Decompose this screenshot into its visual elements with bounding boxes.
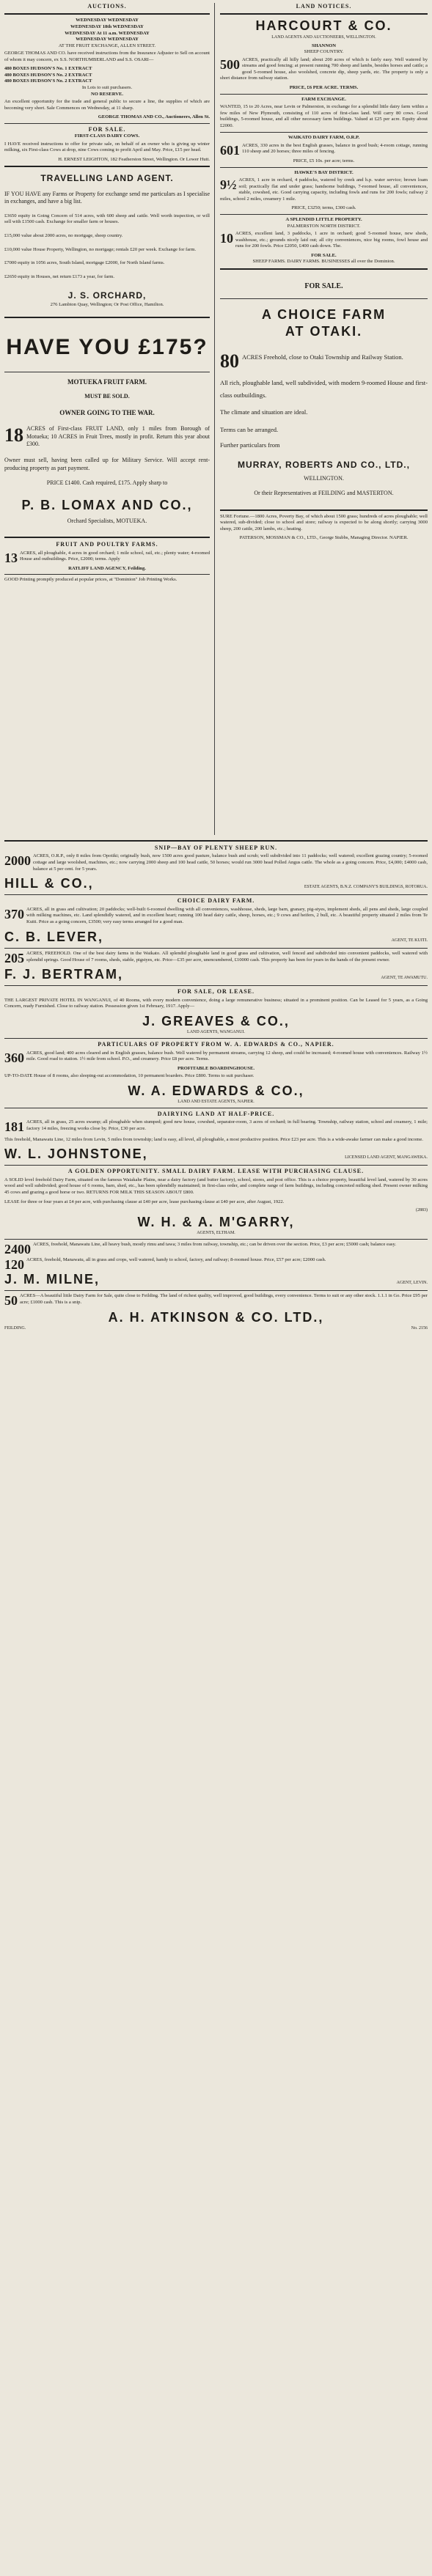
right-column (220, 3, 428, 542)
harcourt-name: HARCOURT & CO. (255, 18, 392, 34)
murray-or: Or their Representatives at FEILDING and MASTERTON. (254, 489, 394, 496)
auction-day-4: WEDNESDAY WEDNESDAY (76, 37, 139, 43)
agent-title: TRAVELLING LAND AGENT. (40, 173, 174, 184)
edwards-header: PARTICULARS OF PROPERTY FROM W. A. EDWARDS & CO., NAPIER. (98, 1041, 334, 1048)
sheep-farms-body: SHEEP FARMS. DAIRY FARMS. BUSINESSES all over the Dominion. (252, 259, 395, 265)
palmerston-title: PALMERSTON NORTH DISTRICT. (287, 223, 361, 229)
murray-sub: WELLINGTON. (304, 475, 344, 482)
auction-day-1: WEDNESDAY WEDNESDAY (76, 18, 139, 23)
shannon-title: SHANNON (312, 43, 336, 48)
edwards-sub: LAND AND ESTATE AGENTS, NAPIER. (177, 1100, 255, 1105)
divider (220, 94, 428, 95)
atkinson-sub: FEILDING. (4, 1325, 26, 1331)
agent-item-4: £7000 equity in 1056 acres, South Island, mortgage £2000, for North Island farms. (4, 260, 165, 266)
otaki-forsale: FOR SALE. (304, 281, 343, 290)
milne-sub: AGENT, LEVIN. (396, 1281, 428, 1286)
auction-day-2: WEDNESDAY 18th WEDNESDAY (70, 23, 144, 29)
cows-title: FIRST-CLASS DAIRY COWS. (74, 133, 140, 139)
fortune-sign: PATERSON, MOSSMAN & CO., LTD., George Stubbs, Managing Director. NAPIER. (239, 535, 409, 541)
divider (4, 574, 210, 575)
divider (220, 13, 428, 15)
waikato-title: WAIKATO DAIRY FARM, O.R.P. (288, 135, 360, 141)
divider (220, 167, 428, 168)
a181-number: 181 (4, 1119, 24, 1135)
a10-body: ACRES, excellent land, 3 paddocks, 1 acre in orchard; good 5-roomed house, new sheds, washhouse, etc.; grounds nicely laid out; all city conveniences, nice big rooms, fowl house and runs for 200 fowls. Price £2050, £400 cash down. The. (235, 231, 428, 249)
motueka-title: MOTUEKA FRUIT FARM. (67, 378, 147, 386)
fruit-extra: Owner must sell, having been called up for Military Service. Will accept rent-producing property as part payment. (4, 457, 210, 471)
divider (220, 214, 428, 215)
a205-number: 205 (4, 950, 24, 965)
choice-dairy-header: CHOICE DAIRY FARM. (177, 897, 255, 905)
greaves-sub: LAND AGENTS, WANGANUI. (187, 1030, 245, 1035)
owner-war: OWNER GOING TO THE WAR. (59, 409, 155, 417)
atkinson-no: No. 2156 (411, 1325, 428, 1331)
a181-body: ACRES, all in grass, 25 acres swamp; all ploughable when stumped; good new house, cowshed, separator-room, 3 acres of orchard; in full bearing. Township, railway station, school and creamery, 1 mile; factory 14 miles, freezing works close by. Price, £30 per acre. (26, 1119, 428, 1131)
bertram-sub: AGENT, TE AWAMUTU. (381, 976, 428, 981)
atkinson-name: A. H. ATKINSON & CO. LTD., (108, 1309, 324, 1325)
divider (4, 123, 210, 124)
fortune-body: SURE Fortune.—1800 Acres, Poverty Bay, of which about 1500 grass; hundreds of acres ploughable; well watered, sub-divided; close to school and store; railway is expected to be along shortly; carrying 3000 sheep, 200 cattle, 200 lambs, etc.; heating. (220, 513, 428, 531)
agent-item-1: £3650 equity in Going Concern of 514 acres, with 600 sheep and cattle. Well worth inspection, or will sell with £1500 cash. Exchange for smaller farm or houses. (4, 213, 210, 225)
harcourt-sub: LAND AGENTS AND AUCTIONEERS, WELLINGTON. (271, 34, 376, 40)
fruit-acres-number: 18 (4, 424, 23, 446)
a2400-number: 2400 (4, 1242, 31, 1257)
notices-header: LAND NOTICES. (296, 3, 352, 10)
hawkes-title: HAWKE'S BAY DISTRICT. (294, 169, 354, 175)
hill-name: HILL & CO., (4, 876, 94, 891)
a370-number: 370 (4, 906, 24, 921)
a9-body: ACRES, 1 acre in orchard, 4 paddocks, watered by creek and h.p. water service; brown loam soil; practically flat and under grass; handsome buildings, 7-roomed house, all conveniences, stable, cowshed, etc. Good carrying capacity, including fowls and runs for 200 fowls; railway 2 miles, school 2 miles, creamery 1 mile. (220, 177, 428, 202)
a50-number: 50 (4, 1293, 18, 1309)
divider (4, 948, 428, 949)
column-rule (214, 3, 215, 835)
divider (220, 298, 428, 299)
fruit-body: ACRES of First-class FRUIT LAND, only 1 miles from Borough of Motueka; 10 ACRES in Fruit Trees, mostly in profit. Return this year about £300. (26, 425, 210, 447)
a80-p3: Terms can be arranged. (220, 425, 279, 433)
hotel-body: THE LARGEST PRIVATE HOTEL IN WANGANUI, of 40 Rooms, with every modern convenience, doing a large remunerative business; situated in a prominent position. Can be Leased for 5 years, as a Going Concern, ready Furnished. Close to railway station. Possession given 1st February, 1917. Apply— (4, 997, 428, 1009)
bottom-section (4, 837, 428, 1332)
a9-number: 9½ (220, 177, 237, 193)
agent-sign-addr: 276 Lambton Quay, Wellington; Or Post Office, Hamilton. (50, 301, 164, 307)
a80-body: ACRES Freehold, close to Otaki Township and Railway Station. (242, 353, 403, 361)
boarding-title: PROFITABLE BOARDINGHOUSE. (177, 1065, 255, 1071)
lomax-name: P. B. LOMAX AND CO., (21, 498, 193, 513)
bertram-name: F. J. BERTRAM, (4, 967, 124, 982)
poultry-body: ACRES, all ploughable, 4 acres in good orchard; 1 mile school, rail, etc.; plenty water; 4-roomed House and outbuildings. Price, £2000; terms. Apply (20, 550, 210, 562)
a205-body: ACRES, FREEHOLD. One of the best dairy farms in the Waikato. All splendid ploughable land in good grass and cultivation, well fenced and subdivided into convenient paddocks, well watered with splendid springs. Good House of 7 rooms, sheds, stable, pigstyes, etc. Price—£35 per acre, unencumbered, £10000 cash. This property has been for years in the hands of the present owner. (26, 950, 428, 963)
boarding-body: UP-TO-DATE House of 8 rooms, also sleeping-out accommodation, 10 permanent boarders. Price £800. Terms to suit purchaser. (4, 1073, 255, 1079)
a500-price: PRICE, £6 PER ACRE. TERMS. (289, 84, 359, 90)
divider (4, 1290, 428, 1291)
sheep-farms-title: FOR SALE. (311, 252, 337, 258)
a601-body: ACRES, 330 acres in the best English grasses, balance in good bush; 4-room cottage, running 110 sheep and 20 horses; three miles of fencing. (242, 142, 428, 155)
poultry-header: FRUIT AND POULTRY FARMS. (56, 541, 158, 548)
a370-body: ACRES, all in grass and cultivation; 20 paddocks; well-built 6-roomed dwelling with all conveniences, washhouse, sheds, large barn, granary, pig-styes, implement sheds, all pens and sheds, large coupled with milking machines, etc. Land splendidly watered, and in excellent heart; running 100 head dairy cattle, sheep, horses, etc.; 9 cows and heifers, 2 bull, etc. A beautiful property situated 2 miles from Te Kuiti. Price as a going concern, £3500; very easy terms arranged for a good man. (26, 906, 428, 924)
a50-body: ACRES—A beautiful little Dairy Farm for Sale, quite close to Feilding. The land of richest quality, well improved, good buildings, every convenience. Terms to suit or any other stock. 1.1.1 in Go. Price £95 per acre; £1000 cash. This is a snip. (20, 1293, 428, 1306)
divider (4, 985, 428, 986)
a601-number: 601 (220, 142, 240, 158)
auction-lot-3: 480 BOXES HUDSON'S No. 2 EXTRACT (4, 78, 92, 84)
auction-reserve: NO RESERVE. (90, 91, 124, 97)
divider (4, 1165, 428, 1166)
a80-p4: Further particulars from (220, 441, 280, 449)
divider (4, 537, 210, 538)
johnstone-sub: LICENSED LAND AGENT, MANGAWEKA. (345, 1155, 428, 1160)
agent-intro: IF YOU HAVE any Farms or Property for exchange send me particulars as I specialise in exchanges, and have a big list. (4, 191, 210, 205)
divider (4, 840, 428, 842)
divider (4, 166, 210, 167)
poultry-sign: RATLIFF LAND AGENCY, Feilding. (68, 565, 146, 571)
greaves-name: J. GREAVES & CO., (142, 1013, 290, 1028)
auction-place: AT THE FRUIT EXCHANGE, ALLEN STREET. (58, 43, 156, 48)
divider (4, 1038, 428, 1039)
fruit-price: PRICE £1400. Cash required, £175. Apply sharp to (46, 479, 168, 487)
snip-body: ACRES, O.R.P., only 8 miles from Opotiki; originally bush, now 1500 acres good pasture, balance bush and scrub; well subdivided into 11 paddocks; well watered; excellent grazing country; 5-roomed cottage and large woolshed, machines, etc.; now carrying 2000 sheep and 100 head cattle, 50 horses; would run 3000 head Polled Angus cattle. The whole as a going concern. Price, £4,000; £4000 cash, balance at 5 per cent. for 5 years. (33, 853, 428, 872)
auction-lots-note: In Lots to suit purchasers. (81, 85, 133, 91)
have-you-headline: HAVE YOU £175? (6, 335, 208, 360)
a80-number: 80 (220, 350, 239, 372)
golden-ref: (2883) (416, 1208, 428, 1213)
a2400-body: ACRES, freehold, Manawatu Line, all heavy bush, mostly rimu and tawa; 3 miles from railway, township, etc.; can be driven over the section. Price, £3 per acre; £5000 cash; balance easy. (33, 1242, 396, 1248)
johnstone-name: W. L. JOHNSTONE, (4, 1147, 148, 1162)
lever-sub: AGENT, TE KUITI. (391, 938, 428, 943)
a10-number: 10 (220, 231, 233, 246)
a360-number: 360 (4, 1050, 24, 1065)
sheep-country: SHEEP COUNTRY. (304, 49, 344, 55)
snip-number: 2000 (4, 853, 31, 869)
a9-price: PRICE, £3250; terms, £300 cash. (291, 205, 356, 211)
a360-body: ACRES, good land; 400 acres cleared and in English grasses, balance bush. Well watered by permanent streams, carrying 12 sheep, and could be increased; 4-roomed house with conveniences. Railway 1½ mile. Good road to station. 1½ mile from school. P.O., and creamery. Price £8 per acre. Terms. (26, 1050, 428, 1062)
agent-sign-name: J. S. ORCHARD, (67, 290, 147, 301)
must-sold: MUST BE SOLD. (84, 393, 130, 400)
hill-sub: ESTATE AGENTS, B.N.Z. COMPANY'S BUILDINGS, ROTORUA. (304, 885, 428, 890)
otaki-choice: A CHOICE FARM (261, 306, 387, 322)
auction-lot-2: 480 BOXES HUDSON'S No. 2 EXTRACT (4, 72, 92, 78)
auction-body: GEORGE THOMAS AND CO. have received instructions from the Insurance Adjuster to Sell on account of whom it may concern, ex S.S. NORTHUMBERLAND and S.S. OSARI— (4, 51, 210, 62)
edwards-name: W. A. EDWARDS & CO., (128, 1083, 304, 1098)
auctions-header: AUCTIONS. (87, 3, 127, 10)
divider (4, 894, 428, 895)
a500-number: 500 (220, 56, 240, 72)
milne-name: J. M. MILNE, (4, 1272, 100, 1287)
auction-day-3: WEDNESDAY At 11 a.m. WEDNESDAY (65, 30, 150, 36)
cows-header: FOR SALE. (88, 125, 126, 133)
a181-more: This freehold, Manawatu Line, 12 miles from Levin, 5 miles from township; land is easy, all level, all ploughable, a most productive position. Price £23 per acre. This is a wide-awake farmer can make a good income. (4, 1136, 423, 1142)
dairy-half-header: DAIRYING LAND AT HALF-PRICE. (157, 1110, 275, 1117)
mcgarry-sub: AGENTS, ELTHAM. (197, 1231, 235, 1236)
exchange-title: FARM EXCHANGE. (301, 96, 346, 102)
printing-ad: GOOD Printing promptly produced at popular prices, at "Dominion" Job Printing Works. (4, 577, 177, 583)
exchange-body: WANTED, 15 to 20 Acres, near Levin or Palmerston, in exchange for a splendid little dairy farm within a few miles of New Plymouth, consisting of 110 acres of first-class land. Will carry 80 cows. Good buildings, 5-roomed house, and all other necessary farm buildings. Valued at £25 per acre. Equity about £2000. (220, 104, 428, 128)
murray-name: MURRAY, ROBERTS AND CO., LTD., (238, 459, 410, 470)
auction-lot-1: 480 BOXES HUDSON'S No. 1 EXTRACT (4, 66, 92, 72)
a80-p1: All rich, ploughable land, well subdivided, with modern 9-roomed House and first-class outbuildings. (220, 378, 428, 399)
a120-body: ACRES, freehold, Manawatu, all in grass and crops, well watered, handy to school, factory, and railway; 8-roomed house. Price, £57 per acre; £2000 cash. (26, 1257, 326, 1263)
lever-name: C. B. LEVER, (4, 929, 104, 944)
divider (4, 1239, 428, 1240)
a120-number: 120 (4, 1257, 24, 1273)
golden-header: A GOLDEN OPPORTUNITY. SMALL DAIRY FARM. LEASE WITH PURCHASING CLAUSE. (67, 1168, 365, 1175)
divider (220, 132, 428, 133)
agent-item-2: £15,000 value about 2000 acres, no mortgage, sheep country. (4, 232, 123, 238)
golden-lease: LEASE for three or four years at £4 per acre, with purchasing clause at £40 per acre, lease purchasing clause at £40 per acre, after August, 1922. (4, 1199, 285, 1204)
poultry-acres-number: 13 (4, 550, 18, 565)
hotel-header: FOR SALE, OR LEASE. (177, 988, 255, 996)
otaki-at: AT OTAKI. (285, 324, 363, 339)
mcgarry-name: W. H. & A. M'GARRY, (137, 1214, 295, 1229)
divider (220, 268, 428, 270)
divider (4, 13, 210, 15)
a601-price: PRICE, £5 10s. per acre; terms. (293, 158, 355, 164)
cows-sign: H. ERNEST LEIGHTON, 182 Featherston Street, Wellington. Or Lower Hutt. (58, 156, 210, 162)
snip-header: SNIP—BAY OF PLENTY SHEEP RUN. (154, 844, 278, 851)
a500-body: ACRES, practically all hilly land; about 200 acres of which is fairly easy. Well watered by streams and good fencing; at present running 700 sheep and lambs, besides horses and cattle; a good 5-roomed house, also woolshed, concrete dip, sheep yards, etc. The property is only a short distance from railway station. (220, 56, 428, 81)
golden-body: A SOLID level freehold Dairy Farm, situated on the famous Waiakahe Plains, near a dairy factory (and butter factory), school, stores, and post office. This is a choice property, beautiful level land, watered by 30 acres wood and well subdivided; good house of 6 rooms, barn, shed, etc., has been splendidly maintained; in first-class order, and complete range of farm buildings, including concreted milking shed. Present owner milking 45 cows and grazing a good horse or two. RETURNS FOR MILK THIS SEASON ABOUT £800. (4, 1177, 428, 1195)
left-column (4, 3, 210, 586)
splendid-title: A SPLENDID LITTLE PROPERTY. (285, 216, 362, 222)
cows-body: I HAVE received instructions to offer for private sale, on behalf of an owner who is giving up winter milking, six First-class Cows at drop, nine Cows coming to profit April and May. Price, £15 per head. (4, 141, 210, 153)
a80-p2: The climate and situation are ideal. (220, 408, 308, 416)
auction-sign: GEORGE THOMAS AND CO., Auctioneers, Allen St. (98, 114, 210, 120)
auction-extra: An excellent opportunity for the trade and general public to secure a line, the supplies of which are becoming very short. Sale Commences on Wednesday, at 11 sharp. (4, 99, 210, 111)
agent-item-3: £10,000 value House Property, Wellington, no mortgage; rentals £20 per week. Exchange for farm. (4, 246, 197, 252)
divider (4, 317, 210, 318)
agent-item-5: £2650 equity in Houses, net return £173 a year, for farm. (4, 273, 115, 279)
divider (220, 509, 428, 511)
lomax-sub: Orchard Specialists, MOTUEKA. (67, 517, 147, 524)
